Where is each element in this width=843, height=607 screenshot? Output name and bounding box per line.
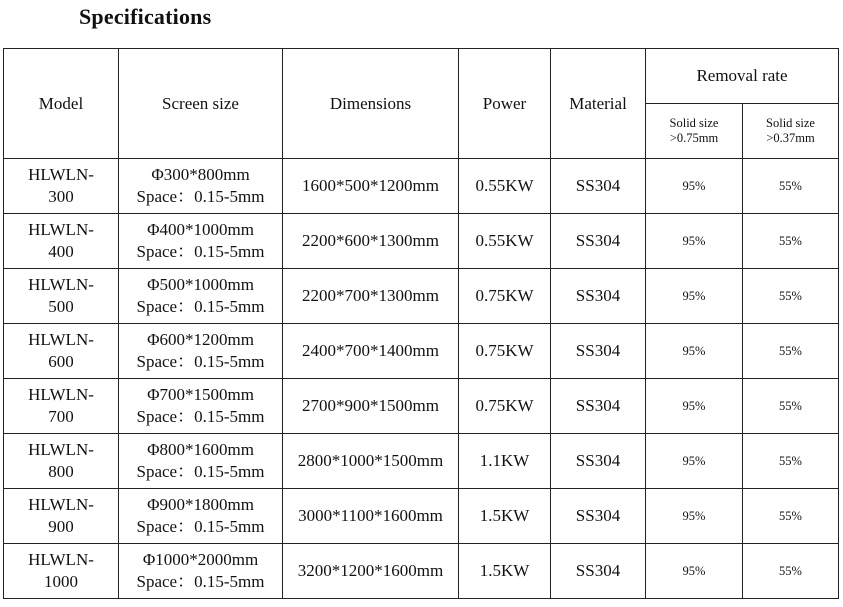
removal-rate-037-cell: 55% (743, 489, 839, 544)
model-prefix: HLWLN- (28, 385, 94, 404)
removal-rate-037-cell: 55% (743, 379, 839, 434)
screen-size: Φ600*1200mm (147, 330, 254, 349)
screen-size-cell (119, 379, 283, 434)
power-cell: 1.1KW (459, 434, 551, 489)
model-prefix: HLWLN- (28, 330, 94, 349)
screen-size-cell (119, 159, 283, 214)
model-prefix: HLWLN- (28, 220, 94, 239)
table-row (4, 324, 839, 379)
removal-rate-037-cell: 55% (743, 544, 839, 599)
header-solid-size-075-value: >0.75mm (669, 131, 719, 145)
specifications-table (3, 48, 839, 599)
removal-rate-037-cell: 55% (743, 434, 839, 489)
power-cell: 1.5KW (459, 544, 551, 599)
model-cell (4, 489, 119, 544)
screen-size-cell (119, 544, 283, 599)
material-cell: SS304 (551, 489, 646, 544)
material-cell: SS304 (551, 324, 646, 379)
screen-size-cell (119, 269, 283, 324)
material-cell: SS304 (551, 544, 646, 599)
removal-rate-075-cell: 95% (646, 159, 743, 214)
dimensions-cell: 2700*900*1500mm (283, 379, 459, 434)
header-screen-size: Screen size (119, 49, 283, 159)
header-power: Power (459, 49, 551, 159)
header-solid-size-037-value: >0.37mm (766, 131, 815, 145)
removal-rate-075-cell: 95% (646, 489, 743, 544)
model-number: 900 (48, 517, 74, 536)
table-row (4, 434, 839, 489)
removal-rate-037-cell: 55% (743, 214, 839, 269)
table-row (4, 489, 839, 544)
model-number: 700 (48, 407, 74, 426)
screen-size: Φ300*800mm (151, 165, 250, 184)
material-cell: SS304 (551, 214, 646, 269)
removal-rate-075-cell: 95% (646, 214, 743, 269)
screen-space: Space：0.15-5mm (136, 352, 265, 371)
power-cell: 0.75KW (459, 379, 551, 434)
power-cell: 0.75KW (459, 324, 551, 379)
model-cell (4, 434, 119, 489)
screen-size: Φ900*1800mm (147, 495, 254, 514)
removal-rate-037-cell: 55% (743, 324, 839, 379)
screen-space: Space：0.15-5mm (136, 297, 265, 316)
material-cell: SS304 (551, 269, 646, 324)
removal-rate-075-cell: 95% (646, 434, 743, 489)
screen-space: Space：0.15-5mm (136, 462, 265, 481)
model-number: 500 (48, 297, 74, 316)
model-cell (4, 379, 119, 434)
header-model: Model (4, 49, 119, 159)
screen-size: Φ1000*2000mm (142, 550, 259, 569)
header-removal-rate: Removal rate (646, 49, 839, 104)
screen-space: Space：0.15-5mm (136, 242, 265, 261)
model-cell (4, 544, 119, 599)
power-cell: 0.55KW (459, 159, 551, 214)
dimensions-cell: 2800*1000*1500mm (283, 434, 459, 489)
screen-size-cell (119, 214, 283, 269)
header-solid-size-075-label: Solid size (669, 116, 719, 130)
screen-size-cell (119, 324, 283, 379)
screen-size: Φ400*1000mm (147, 220, 254, 239)
model-cell (4, 214, 119, 269)
model-prefix: HLWLN- (28, 440, 94, 459)
model-number: 1000 (44, 572, 78, 591)
screen-space: Space：0.15-5mm (136, 407, 265, 426)
header-solid-size-075 (646, 104, 743, 159)
model-prefix: HLWLN- (28, 165, 94, 184)
table-row (4, 214, 839, 269)
table-row (4, 159, 839, 214)
table-row (4, 544, 839, 599)
model-number: 300 (48, 187, 74, 206)
screen-space: Space：0.15-5mm (136, 517, 265, 536)
removal-rate-075-cell: 95% (646, 324, 743, 379)
material-cell: SS304 (551, 379, 646, 434)
dimensions-cell: 2400*700*1400mm (283, 324, 459, 379)
model-number: 400 (48, 242, 74, 261)
header-solid-size-037-label: Solid size (766, 116, 815, 130)
removal-rate-037-cell: 55% (743, 269, 839, 324)
power-cell: 0.75KW (459, 269, 551, 324)
model-cell (4, 269, 119, 324)
screen-size: Φ800*1600mm (147, 440, 254, 459)
model-prefix: HLWLN- (28, 495, 94, 514)
header-dimensions: Dimensions (283, 49, 459, 159)
model-cell (4, 159, 119, 214)
removal-rate-075-cell: 95% (646, 379, 743, 434)
model-number: 600 (48, 352, 74, 371)
header-material: Material (551, 49, 646, 159)
header-row (4, 49, 839, 104)
screen-space: Space：0.15-5mm (136, 572, 265, 591)
model-prefix: HLWLN- (28, 550, 94, 569)
dimensions-cell: 2200*600*1300mm (283, 214, 459, 269)
screen-space: Space：0.15-5mm (136, 187, 265, 206)
dimensions-cell: 3000*1100*1600mm (283, 489, 459, 544)
table-row (4, 379, 839, 434)
power-cell: 1.5KW (459, 489, 551, 544)
screen-size: Φ500*1000mm (147, 275, 254, 294)
screen-size: Φ700*1500mm (147, 385, 254, 404)
dimensions-cell: 2200*700*1300mm (283, 269, 459, 324)
model-number: 800 (48, 462, 74, 481)
model-cell (4, 324, 119, 379)
screen-size-cell (119, 489, 283, 544)
header-solid-size-037 (743, 104, 839, 159)
power-cell: 0.55KW (459, 214, 551, 269)
removal-rate-075-cell: 95% (646, 544, 743, 599)
page-title: Specifications (79, 4, 212, 29)
dimensions-cell: 3200*1200*1600mm (283, 544, 459, 599)
removal-rate-037-cell: 55% (743, 159, 839, 214)
table-row (4, 269, 839, 324)
model-prefix: HLWLN- (28, 275, 94, 294)
removal-rate-075-cell: 95% (646, 269, 743, 324)
dimensions-cell: 1600*500*1200mm (283, 159, 459, 214)
material-cell: SS304 (551, 434, 646, 489)
material-cell: SS304 (551, 159, 646, 214)
screen-size-cell (119, 434, 283, 489)
